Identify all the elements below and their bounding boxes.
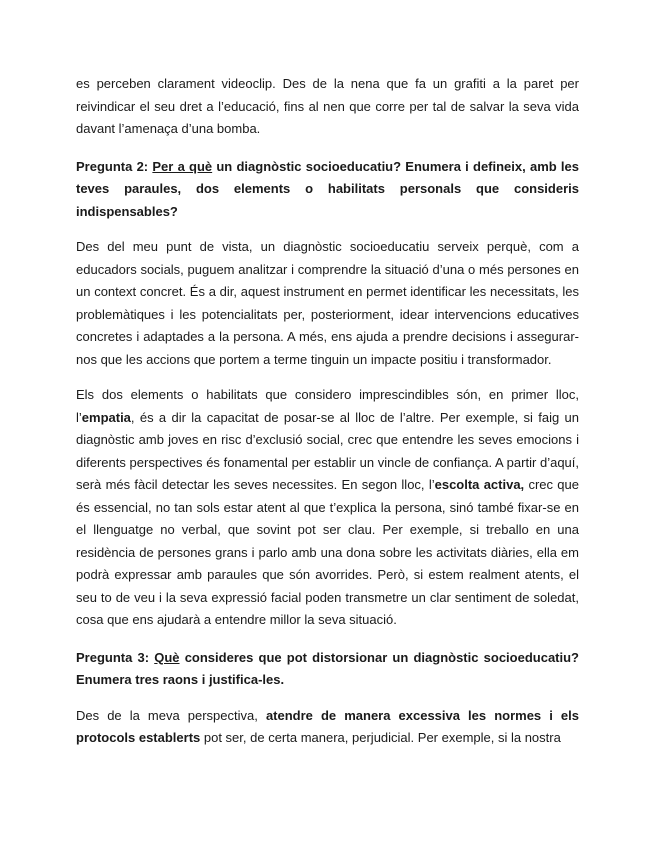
- question-prefix: Pregunta 2:: [76, 158, 153, 174]
- question-heading: [76, 647, 579, 692]
- question-underlined-text: Què: [154, 649, 180, 665]
- paragraph-text: crec que és essencial, no tan sols estar atent al que t’explica la persona, sinó també fixar-se en el llenguatge no verbal, que sovint pot ser clau. Per exemple, si treballo en una residència de persones grans i parlo amb una dona sobre les activitats diàries, ella em podrà expressar amb paraules que són avorrides. Però, si estem realment atents, el seu to de veu i la seva expressió facial poden transmetre un clar sentiment de soledat, cosa que ens ajudarà a entendre millor la seva situació.: [76, 477, 579, 627]
- question-text: consideres que pot distorsionar un diagnòstic socioeducatiu? Enumera tres raons i justifica-les.: [76, 649, 579, 687]
- body-paragraph: Des del meu punt de vista, un diagnòstic socioeducatiu serveix perquè, com a educadors socials, puguem analitzar i comprendre la situació d’una o més persones en un context concret. És a dir, aquest instrument en permet identificar les necessitats, les problemàtiques i les potencialitats per, posteriorment, idear intervencions educatives concretes i adaptades a la persona. A més, ens ajuda a prendre decisions i assegurar-nos que les accions que portem a terme tinguin un impacte positiu i transformador.: [76, 239, 579, 367]
- body-paragraph: [76, 705, 579, 750]
- question-text: un diagnòstic socioeducatiu? Enumera i defineix, amb les teves paraules, dos elements o habilitats personals que consideris indispensables?: [76, 158, 580, 219]
- body-paragraph: [76, 384, 579, 632]
- bold-term: empatia: [81, 409, 131, 425]
- paragraph-text: Des de la meva perspectiva,: [76, 707, 266, 723]
- bold-term: atendre de manera excessiva les normes i els protocols establerts: [76, 707, 579, 745]
- paragraph-text: , és a dir la capacitat de posar-se al lloc de l’altre. Per exemple, si faig un diagnòstic amb joves en risc d’exclusió social, crec que entendre les seves emocions i diferents perspectives és fonamental per establir un vincle de confiança. A partir d’aquí, serà més fàcil detectar les seves necessites. En segon lloc, l’: [76, 409, 579, 492]
- question-heading: [76, 156, 579, 224]
- paragraph-text: Els dos elements o habilitats que considero imprescindibles són, en primer lloc, l’: [76, 387, 579, 425]
- bold-term: escolta activa,: [434, 477, 525, 492]
- paragraph-text: pot ser, de certa manera, perjudicial. Per exemple, si la nostra: [200, 730, 561, 745]
- question-underlined-text: Per a què: [152, 158, 213, 174]
- question-prefix: Pregunta 3:: [76, 649, 155, 665]
- body-paragraph: es perceben clarament videoclip. Des de la nena que fa un grafiti a la paret per reivindicar el seu dret a l’educació, fins al nen que corre per tal de salvar la seva vida davant l’amenaça d’una bomba.: [76, 76, 579, 136]
